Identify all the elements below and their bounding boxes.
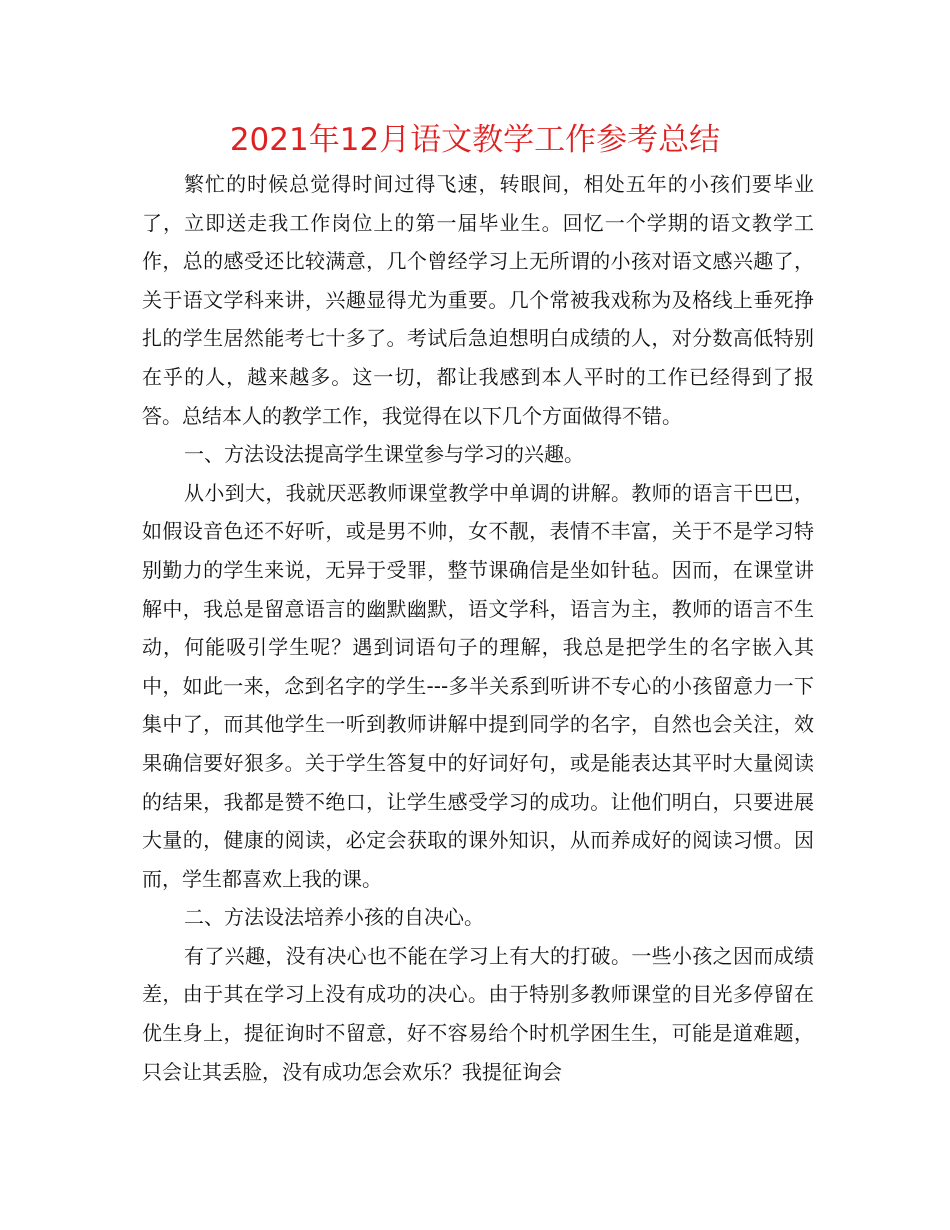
paragraph-section-1: 从小到大，我就厌恶教师课堂教学中单调的讲解。教师的语言干巴巴，如假设音色还不好听，或是男不帅，女不靓，表情不丰富，关于不是学习特别勤力的学生来说，无异于受罪，整节课确信是坐如针毡。因而，在课堂讲解中，我总是留意语言的幽默幽默，语文学科，语言为主，教师的语言不生动，何能吸引学生呢？遇到词语句子的理解，我总是把学生的名字嵌入其中，如此一来，念到名字的学生---多半关系到听讲不专心的小孩留意力一下集中了，而其他学生一听到教师讲解中提到同学的名字，自然也会关注，效果确信要好狠多。关于学生答复中的好词好句，或是能表达其平时大量阅读的结果，我都是赞不绝口，让学生感受学习的成功。让他们明白，只要进展大量的，健康的阅读，必定会获取的课外知识，从而养成好的阅读习惯。因而，学生都喜欢上我的课。 — [142, 480, 814, 891]
paragraph-intro: 繁忙的时候总觉得时间过得飞速，转眼间，相处五年的小孩们要毕业了，立即送走我工作岗位上的第一届毕业生。回忆一个学期的语文教学工作，总的感受还比较满意，几个曾经学习上无所谓的小孩对语文感兴趣了，关于语文学科来讲，兴趣显得尤为重要。几个常被我戏称为及格线上垂死挣扎的学生居然能考七十多了。考试后急迫想明白成绩的人，对分数高低特别在乎的人，越来越多。这一切，都让我感到本人平时的工作已经得到了报答。总结本人的教学工作，我觉得在以下几个方面做得不错。 — [142, 172, 814, 428]
section-heading-1: 一、方法设法提高学生课堂参与学习的兴趣。 — [184, 442, 584, 467]
document-body — [142, 165, 814, 1091]
document-title: 2021年12月语文教学工作参考总结 — [229, 122, 721, 158]
paragraph-section-2: 有了兴趣，没有决心也不能在学习上有大的打破。一些小孩之因而成绩差，由于其在学习上没有成功的决心。由于特别多教师课堂的目光多停留在优生身上，提征询时不留意，好不容易给个时机学困生生，可能是道难题，只会让其丢脸，没有成功怎会欢乐？我提征询会 — [142, 943, 814, 1084]
section-heading-2: 二、方法设法培养小孩的自决心。 — [184, 905, 484, 930]
